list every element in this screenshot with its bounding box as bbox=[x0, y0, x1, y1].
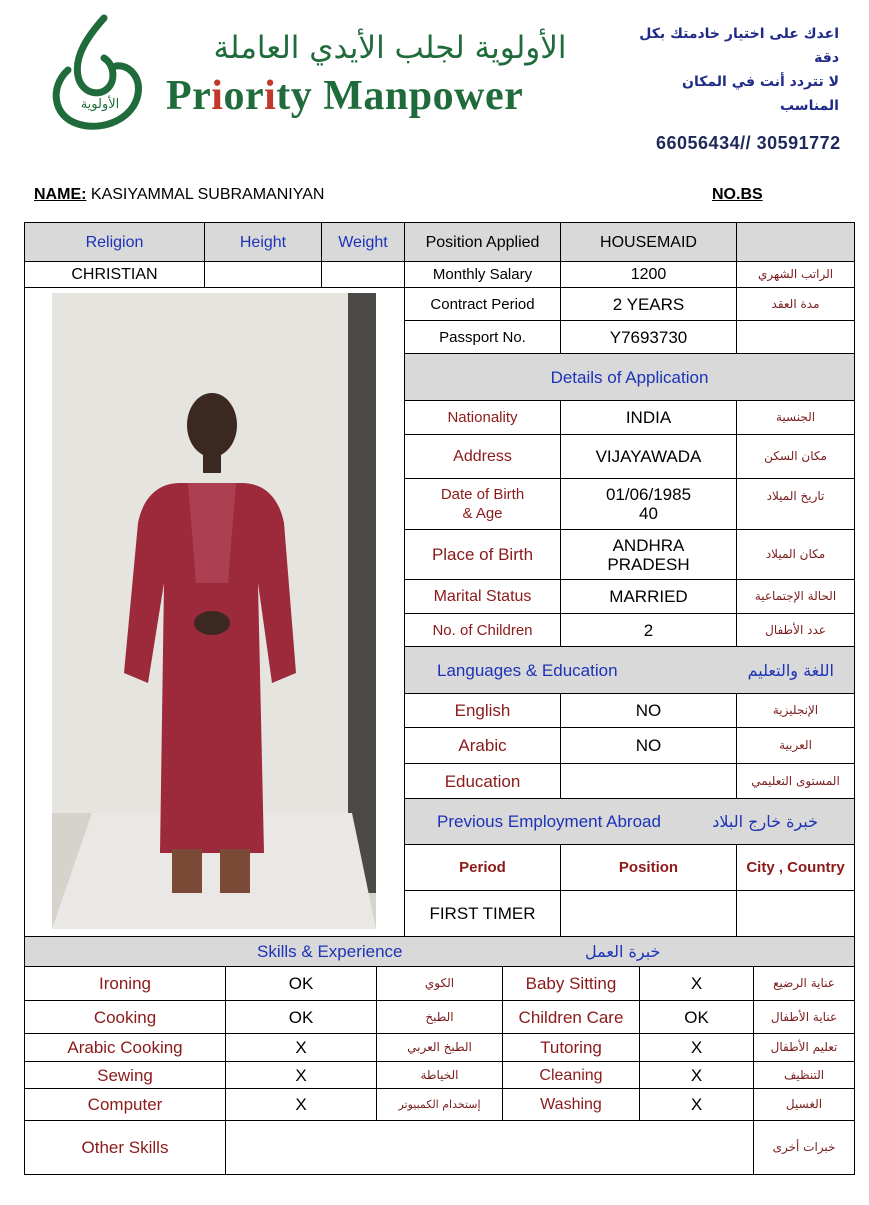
skill-arabic-computer: إستخدام الكمبيوتر bbox=[376, 1088, 503, 1121]
education-value bbox=[560, 763, 737, 799]
skill-arabic-washing: الغسيل bbox=[753, 1088, 855, 1121]
company-name-english: Priority Manpower bbox=[166, 73, 524, 119]
position-applied-label: Position Applied bbox=[404, 222, 561, 262]
dob-arabic: تاريخ الميلاد bbox=[736, 478, 855, 530]
skill-value-tutoring: X bbox=[639, 1033, 754, 1062]
dob-label bbox=[404, 478, 561, 530]
religion-value: CHRISTIAN bbox=[24, 261, 205, 288]
employment-period-header: Period bbox=[404, 844, 561, 891]
row-value-monthly-salary: 1200 bbox=[560, 261, 737, 288]
svg-text:الأولوية: الأولوية bbox=[80, 97, 120, 112]
skill-label-children-care: Children Care bbox=[502, 1000, 640, 1034]
languages-education-title-arabic: اللغة والتعليم bbox=[747, 660, 834, 680]
skill-arabic-ironing: الكوي bbox=[376, 966, 503, 1001]
dob-age: 40 bbox=[639, 504, 658, 523]
skill-arabic-cleaning: التنظيف bbox=[753, 1061, 855, 1089]
slogan bbox=[619, 22, 839, 118]
education-arabic: المستوى التعليمي bbox=[736, 763, 855, 799]
dob-value bbox=[560, 478, 737, 530]
skill-value-ironing: OK bbox=[225, 966, 377, 1001]
skill-label-arabic-cooking: Arabic Cooking bbox=[24, 1033, 226, 1062]
languages-education-header bbox=[404, 646, 855, 694]
nationality-label: Nationality bbox=[404, 400, 561, 435]
other-skills-value bbox=[225, 1120, 754, 1175]
row-arabic-contract-period: مدة العقد bbox=[736, 287, 855, 321]
row-arabic-monthly-salary: الراتب الشهري bbox=[736, 261, 855, 288]
name-label: NAME: bbox=[34, 186, 87, 203]
children-label: No. of Children bbox=[404, 613, 561, 647]
nationality-arabic: الجنسية bbox=[736, 400, 855, 435]
children-value: 2 bbox=[560, 613, 737, 647]
skill-label-baby-sitting: Baby Sitting bbox=[502, 966, 640, 1001]
skill-arabic-sewing: الخياطة bbox=[376, 1061, 503, 1089]
reference-number-label: NO.BS bbox=[712, 186, 763, 203]
english-value: NO bbox=[560, 693, 737, 728]
address-label: Address bbox=[404, 434, 561, 479]
phone-numbers: 66056434// 30591772 bbox=[656, 133, 841, 153]
applicant-name-line bbox=[34, 186, 324, 204]
pob-label: Place of Birth bbox=[404, 529, 561, 580]
skills-title: Skills & Experience bbox=[257, 942, 403, 961]
employment-city-header: City , Country bbox=[736, 844, 855, 891]
position-applied-value: HOUSEMAID bbox=[560, 222, 737, 262]
height-header: Height bbox=[204, 222, 322, 262]
employment-title-arabic: خبرة خارج البلاد bbox=[712, 812, 818, 831]
employment-position-header: Position bbox=[560, 844, 737, 891]
nationality-value: INDIA bbox=[560, 400, 737, 435]
skill-arabic-tutoring: تعليم الأطفال bbox=[753, 1033, 855, 1062]
skill-value-cleaning: X bbox=[639, 1061, 754, 1089]
skills-title-arabic: خبرة العمل bbox=[585, 942, 661, 961]
weight-header: Weight bbox=[321, 222, 405, 262]
address-arabic: مكان السكن bbox=[736, 434, 855, 479]
skill-value-sewing: X bbox=[225, 1061, 377, 1089]
address-value: VIJAYAWADA bbox=[560, 434, 737, 479]
skill-value-children-care: OK bbox=[639, 1000, 754, 1034]
arabic-label: Arabic bbox=[404, 727, 561, 764]
skill-arabic-baby-sitting: عناية الرضيع bbox=[753, 966, 855, 1001]
marital-status-value: MARRIED bbox=[560, 579, 737, 614]
row-label-monthly-salary: Monthly Salary bbox=[404, 261, 561, 288]
weight-value bbox=[321, 261, 405, 288]
education-label: Education bbox=[404, 763, 561, 799]
marital-status-label: Marital Status bbox=[404, 579, 561, 614]
religion-header: Religion bbox=[24, 222, 205, 262]
english-label: English bbox=[404, 693, 561, 728]
position-applied-blank bbox=[736, 222, 855, 262]
employment-title: Previous Employment Abroad bbox=[437, 812, 661, 831]
arabic-value: NO bbox=[560, 727, 737, 764]
dob-date: 01/06/1985 bbox=[605, 485, 692, 504]
skill-arabic-arabic-cooking: الطبخ العربي bbox=[376, 1033, 503, 1062]
dob-label-line-2: & Age bbox=[462, 505, 503, 522]
skill-label-computer: Computer bbox=[24, 1088, 226, 1121]
other-skills-label: Other Skills bbox=[24, 1120, 226, 1175]
skills-header bbox=[24, 936, 855, 967]
skill-arabic-children-care: عناية الأطفال bbox=[753, 1000, 855, 1034]
height-value bbox=[204, 261, 322, 288]
skill-label-washing: Washing bbox=[502, 1088, 640, 1121]
arabic-arabic: العربية bbox=[736, 727, 855, 764]
dob-label-line-1: Date of Birth bbox=[440, 486, 525, 503]
details-of-application-header: Details of Application bbox=[404, 353, 855, 401]
languages-education-title: Languages & Education bbox=[437, 660, 618, 680]
employment-city-value bbox=[736, 890, 855, 937]
skill-arabic-cooking: الطبخ bbox=[376, 1000, 503, 1034]
pob-value-line-2: PRADESH bbox=[607, 554, 690, 574]
skill-label-sewing: Sewing bbox=[24, 1061, 226, 1089]
children-arabic: عدد الأطفال bbox=[736, 613, 855, 647]
english-arabic: الإنجليزية bbox=[736, 693, 855, 728]
skill-value-arabic-cooking: X bbox=[225, 1033, 377, 1062]
row-value-passport-no: Y7693730 bbox=[560, 320, 737, 354]
company-name-arabic: الأولوية لجلب الأيدي العاملة bbox=[213, 30, 567, 66]
row-label-passport-no: Passport No. bbox=[404, 320, 561, 354]
other-skills-arabic: خبرات أخرى bbox=[753, 1120, 855, 1175]
pob-value-line-1: ANDHRA bbox=[612, 535, 685, 555]
marital-status-arabic: الحالة الإجتماعية bbox=[736, 579, 855, 614]
slogan-line-1: اعدك على اختيار خادمتك بكل دقة bbox=[639, 26, 839, 66]
skill-value-baby-sitting: X bbox=[639, 966, 754, 1001]
pob-value bbox=[560, 529, 737, 580]
skill-value-computer: X bbox=[225, 1088, 377, 1121]
pob-arabic: مكان الميلاد bbox=[736, 529, 855, 580]
applicant-name: KASIYAMMAL SUBRAMANIYAN bbox=[90, 186, 325, 203]
skill-label-ironing: Ironing bbox=[24, 966, 226, 1001]
applicant-photo bbox=[52, 293, 376, 929]
row-label-contract-period: Contract Period bbox=[404, 287, 561, 321]
employment-header bbox=[404, 798, 855, 845]
row-value-contract-period: 2 YEARS bbox=[560, 287, 737, 321]
applicant-photo-illustration bbox=[52, 293, 376, 929]
employment-position-value bbox=[560, 890, 737, 937]
skill-label-cleaning: Cleaning bbox=[502, 1061, 640, 1089]
slogan-line-2: لا تتردد أنت في المكان المناسب bbox=[682, 74, 839, 114]
skill-value-washing: X bbox=[639, 1088, 754, 1121]
skill-label-cooking: Cooking bbox=[24, 1000, 226, 1034]
company-logo bbox=[48, 14, 146, 132]
employment-period-value: FIRST TIMER bbox=[404, 890, 561, 937]
skill-value-cooking: OK bbox=[225, 1000, 377, 1034]
skill-label-tutoring: Tutoring bbox=[502, 1033, 640, 1062]
row-arabic-passport-no bbox=[736, 320, 855, 354]
